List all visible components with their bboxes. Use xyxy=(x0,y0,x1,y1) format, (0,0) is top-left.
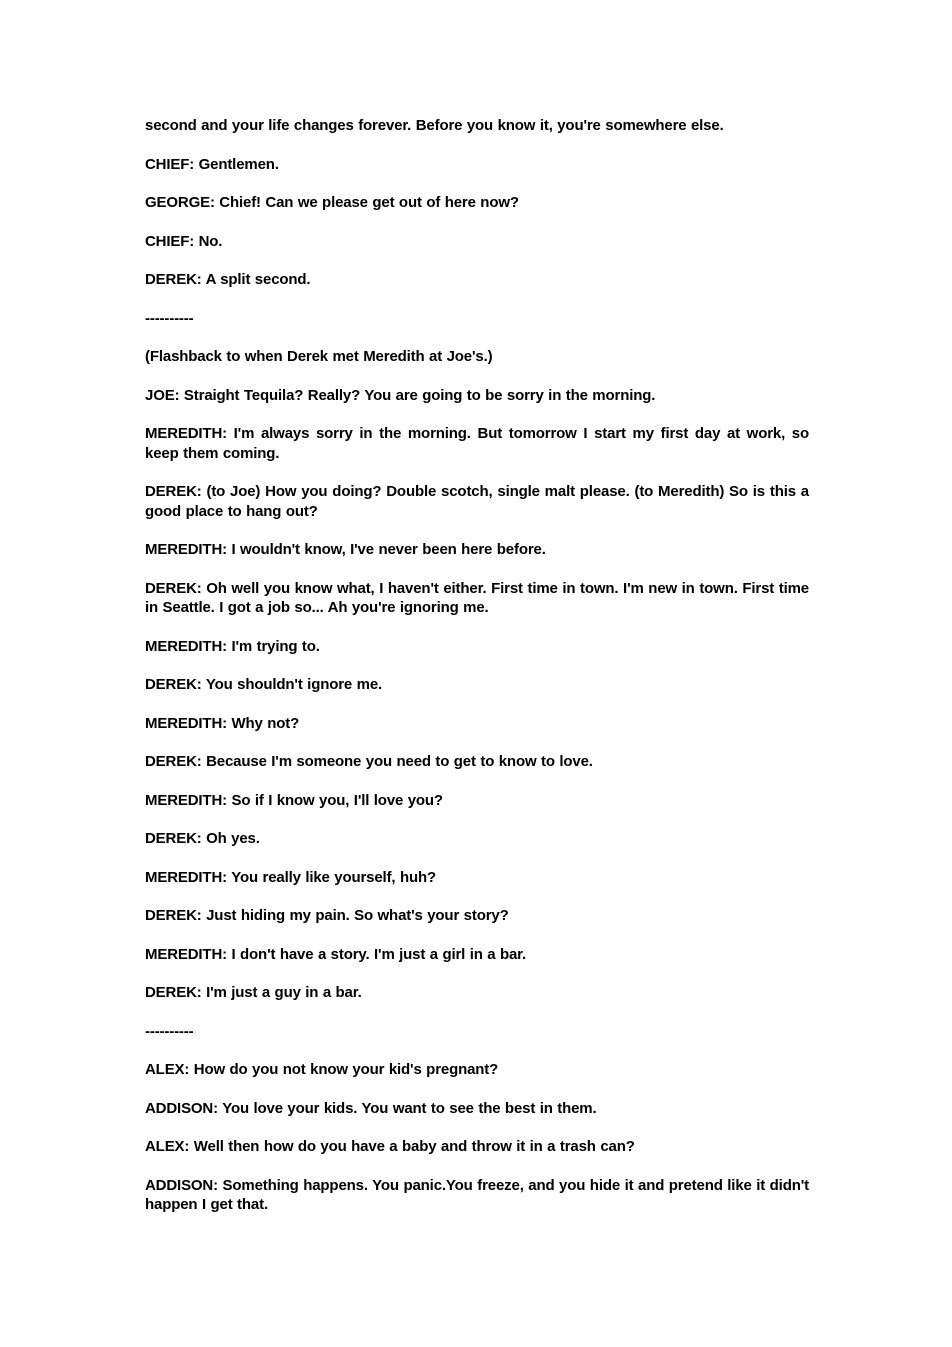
dialogue-line: MEREDITH: I'm always sorry in the morning. But tomorrow I start my first day at work, so keep them coming. xyxy=(145,425,809,462)
dialogue-line: MEREDITH: So if I know you, I'll love you? xyxy=(145,791,443,809)
stage-direction: (Flashback to when Derek met Meredith at Joe's.) xyxy=(145,348,493,365)
dialogue-line: JOE: Straight Tequila? Really? You are going to be sorry in the morning. xyxy=(145,386,656,404)
dialogue-line: DEREK: A split second. xyxy=(145,271,311,288)
dialogue-line: DEREK: Because I'm someone you need to get to know to love. xyxy=(145,753,593,770)
dialogue-line: DEREK: I'm just a guy in a bar. xyxy=(145,984,362,1001)
scene-divider: ---------- xyxy=(145,1022,194,1040)
dialogue-line: DEREK: Oh well you know what, I haven't either. First time in town. I'm new in town. First time in Seattle. I got a job so... Ah you're ignoring me. xyxy=(145,579,809,616)
dialogue-line: MEREDITH: Why not? xyxy=(145,714,300,732)
dialogue-line: MEREDITH: I don't have a story. I'm just a girl in a bar. xyxy=(145,945,527,963)
dialogue-line: MEREDITH: You really like yourself, huh? xyxy=(145,868,436,886)
dialogue-line: MEREDITH: I'm trying to. xyxy=(145,637,320,655)
scene-divider: ---------- xyxy=(145,309,194,327)
dialogue-line: GEORGE: Chief! Can we please get out of here now? xyxy=(145,194,519,211)
dialogue-line: DEREK: (to Joe) How you doing? Double scotch, single malt please. (to Meredith) So is this a good place to hang out? xyxy=(145,483,809,520)
dialogue-line: DEREK: Just hiding my pain. So what's your story? xyxy=(145,907,509,924)
dialogue-line: ADDISON: Something happens. You panic.You freeze, and you hide it and pretend like it didn't happen I get that. xyxy=(145,1176,809,1213)
dialogue-line: ADDISON: You love your kids. You want to see the best in them. xyxy=(145,1099,597,1117)
dialogue-line: DEREK: Oh yes. xyxy=(145,830,260,847)
transcript-body xyxy=(145,116,809,1215)
paragraph-continuation: second and your life changes forever. Before you know it, you're somewhere else. xyxy=(145,117,724,134)
dialogue-line: ALEX: How do you not know your kid's pregnant? xyxy=(145,1061,499,1078)
dialogue-line: CHIEF: No. xyxy=(145,232,223,250)
dialogue-line: ALEX: Well then how do you have a baby and throw it in a trash can? xyxy=(145,1138,635,1155)
dialogue-line: MEREDITH: I wouldn't know, I've never been here before. xyxy=(145,541,546,558)
dialogue-line: DEREK: You shouldn't ignore me. xyxy=(145,676,383,693)
dialogue-line: CHIEF: Gentlemen. xyxy=(145,155,279,173)
